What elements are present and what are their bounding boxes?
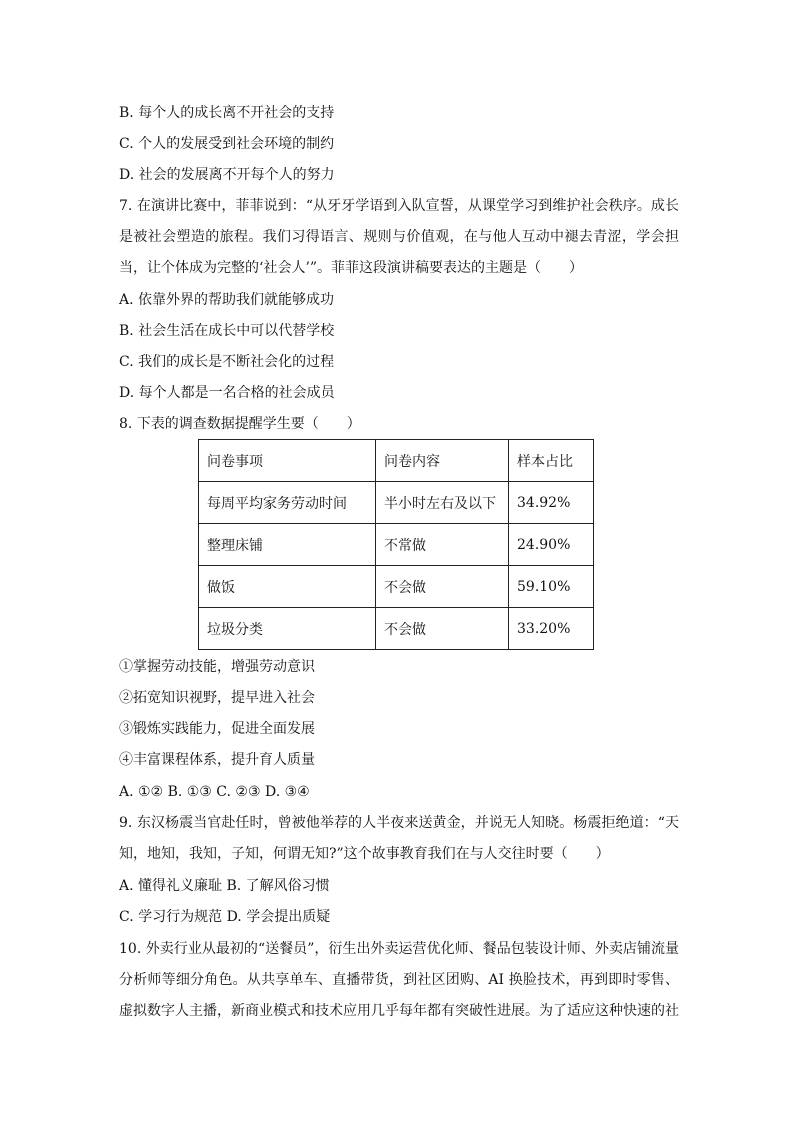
table-cell: 做饭 [199,566,376,608]
q10-stem: 10. 外卖行业从最初的“送餐员”，衍生出外卖运营优化师、餐品包装设计师、外卖店铺流量分析师等细分角色。从共享单车、直播带货，到社区团购、AI 换脸技术，再到即时零售、虚拟数字人主播，新商业模式和技术应用几乎每年都有突破性进展。为了适应这种快速的社 [119,941,679,1019]
q6-option-b: B. 每个人的成长离不开社会的支持 [119,105,335,121]
table-cell: 垃圾分类 [199,608,376,650]
table-header-cell: 问卷事项 [199,440,376,482]
table-row [199,608,594,650]
q6-option-c: C. 个人的发展受到社会环境的制约 [119,136,335,152]
table-cell: 不常做 [376,524,509,566]
table-cell: 24.90% [509,524,594,566]
q6-option-d: D. 社会的发展离不开每个人的努力 [119,167,335,183]
table-row [199,482,594,524]
q7-stem: 7. 在演讲比赛中，菲菲说到：“从牙牙学语到入队宣誓，从课堂学习到维护社会秩序。成长是被社会塑造的旅程。我们习得语言、规则与价值观，在与他人互动中褪去青涩，学会担当，让个体成为完整的‘社会人’”。菲菲这段演讲稿要表达的主题是（ ） [119,198,679,276]
q8-statement-4: ④丰富课程体系，提升育人质量 [119,752,315,768]
q8-statement-1: ①掌握劳动技能，增强劳动意识 [119,659,315,675]
table-cell: 整理床铺 [199,524,376,566]
q8-options: A. ①② B. ①③ C. ②③ D. ③④ [119,784,310,800]
q9-options-line1: A. 懂得礼义廉耻 B. 了解风俗习惯 [119,878,330,894]
table-cell: 不会做 [376,566,509,608]
q8-stem: 8. 下表的调查数据提醒学生要（ ） [119,416,361,432]
table-row [199,566,594,608]
q7-option-b: B. 社会生活在成长中可以代替学校 [119,323,335,339]
survey-table [198,439,594,650]
q8-statement-2: ②拓宽知识视野，提早进入社会 [119,690,315,706]
table-cell: 不会做 [376,608,509,650]
table-row [199,524,594,566]
table-cell: 每周平均家务劳动时间 [199,482,376,524]
table-header-cell: 样本占比 [509,440,594,482]
q7-option-a: A. 依靠外界的帮助我们就能够成功 [119,292,335,308]
q7-option-d: D. 每个人都是一名合格的社会成员 [119,385,335,401]
table-header-cell: 问卷内容 [376,440,509,482]
table-cell: 33.20% [509,608,594,650]
table-cell: 34.92% [509,482,594,524]
q9-stem: 9. 东汉杨震当官赴任时，曾被他举荐的人半夜来送黄金，并说无人知晓。杨震拒绝道：“天知，地知，我知，子知，何谓无知?”这个故事教育我们在与人交往时要（ ） [119,815,679,862]
table-cell: 59.10% [509,566,594,608]
table-header-row [199,440,594,482]
q8-statement-3: ③锻炼实践能力，促进全面发展 [119,721,315,737]
q9-options-line2: C. 学习行为规范 D. 学会提出质疑 [119,909,331,925]
q7-option-c: C. 我们的成长是不断社会化的过程 [119,354,335,370]
table-cell: 半小时左右及以下 [376,482,509,524]
